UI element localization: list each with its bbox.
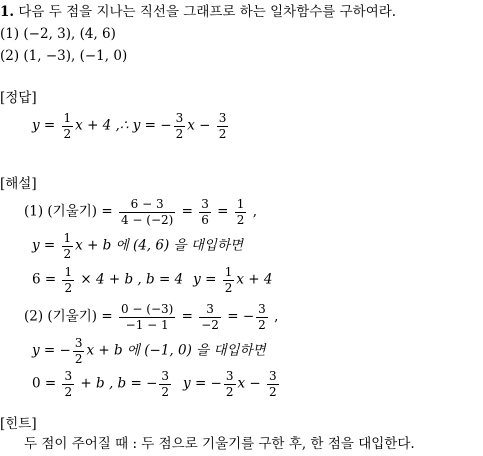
step1-frac-2 [199,198,211,226]
hint-text: 두 점이 주어질 때 : 두 점으로 기울기를 구한 후, 한 점을 대입한다. [24,436,415,452]
step2-y-eq: y = [32,237,60,254]
answer-frac-1 [62,112,74,140]
step4-frac-3-den: 2 [258,317,266,332]
step6-frac-2-num: 3 [161,369,170,383]
step1-frac-1 [119,198,175,226]
step6-frac-1-den: 2 [64,384,73,399]
step3-frac-1-den: 2 [64,280,73,295]
step6-frac-3-num: 3 [225,369,234,383]
solution-step-4 [24,303,278,331]
step1-suffix: , [248,203,258,220]
step3-frac-1-num: 1 [64,265,73,279]
answer-y-eq: y = [32,117,60,134]
answer-frac-3-num: 3 [218,111,227,125]
step4-frac-2-num: 3 [206,302,214,316]
step1-frac-3-num: 1 [236,197,245,211]
step3-mid: × 4 + b , b = 4 [76,271,184,288]
step6-y-eq: y = − [183,375,222,392]
problem-part-2: (2) (1, −3), (−1, 0) [0,48,128,64]
step3-frac-1 [62,266,74,294]
problem-statement: 다음 두 점을 지나는 직선을 그래프로 하는 일차함수를 구하여라. [18,4,397,20]
step6-frac-4-den: 2 [269,384,277,399]
step3-frac-2-den: 2 [224,280,233,295]
step4-frac-3 [256,303,268,331]
solution-step-5 [32,337,266,365]
answer-mid: x − [187,117,215,134]
step1-frac-3 [235,198,247,226]
step3-frac-2 [223,266,235,294]
step6-frac-2-den: 2 [161,384,170,399]
problem-part-1: (1) (−2, 3), (4, 6) [0,26,116,42]
step5-frac-1-num: 3 [74,336,83,350]
hint-heading: [힌트] [0,416,37,432]
answer-frac-3-den: 2 [218,126,227,141]
answer-frac-2-num: 3 [175,111,184,125]
step5-y-eq: y = − [32,342,71,359]
step4-frac-1 [119,303,175,331]
step4-eq2: = − [222,308,255,325]
solution-heading: [해설] [0,176,37,192]
step4-frac-2 [199,303,221,331]
step1-frac-2-num: 3 [201,197,209,211]
step6-frac-1 [62,370,74,398]
solution-step-6 [32,370,281,398]
step6-lhs: 0 = [32,375,61,392]
answer-heading: [정답] [0,90,37,106]
solution-step-3 [32,266,272,294]
step6-frac-2 [159,370,171,398]
answer-frac-2-den: 2 [175,126,184,141]
step4-frac-1-num: 0 − (−3) [120,302,174,316]
step5-tail: x + b 에 (−1, 0) 을 대입하면 [86,342,266,359]
answer-tail-1: x + 4 ,∴ y = − [75,117,172,134]
step6-frac-3 [224,370,236,398]
answer-frac-1-num: 1 [63,111,72,125]
step4-prefix: (2) (기울기) = [24,308,117,325]
step2-frac-1-den: 2 [63,246,72,261]
step3-lhs: 6 = [32,271,61,288]
problem-statement-line [0,6,396,20]
step4-suffix: , [269,308,279,325]
step4-frac-3-num: 3 [258,302,266,316]
answer-frac-1-den: 2 [63,126,72,141]
step1-frac-1-num: 6 − 3 [130,197,164,211]
step2-frac-1-num: 1 [63,231,72,245]
step2-frac-1 [62,232,74,260]
solution-step-1 [24,198,257,226]
step1-frac-2-den: 6 [201,212,209,227]
step1-frac-3-den: 2 [236,212,245,227]
solution-step-2 [32,232,243,260]
step6-mid: + b , b = − [76,375,158,392]
step6-frac-1-num: 3 [64,369,73,383]
step1-eq-a: = [177,203,198,220]
step6-mid2: x − [237,375,266,392]
step4-eq: = [177,308,198,325]
step1-eq-b: = [212,203,233,220]
step6-frac-3-den: 2 [225,384,234,399]
step4-frac-1-den: −1 − 1 [125,317,169,332]
problem-number: 1. [0,4,15,20]
answer-frac-3 [217,112,229,140]
step1-frac-1-den: 4 − (−2) [120,212,174,227]
step4-frac-2-den: −2 [201,317,219,332]
step3-frac-2-num: 1 [224,265,233,279]
step5-frac-1-den: 2 [74,351,83,366]
answer-line [32,112,230,140]
step3-y-eq: y = [193,271,221,288]
step2-tail: x + b 에 (4, 6) 을 대입하면 [75,237,244,254]
step3-tail: x + 4 [236,271,273,288]
step1-prefix: (1) (기울기) = [24,203,117,220]
answer-frac-2 [174,112,186,140]
step6-frac-4 [267,370,279,398]
step6-frac-4-num: 3 [269,369,277,383]
step5-frac-1 [73,337,85,365]
